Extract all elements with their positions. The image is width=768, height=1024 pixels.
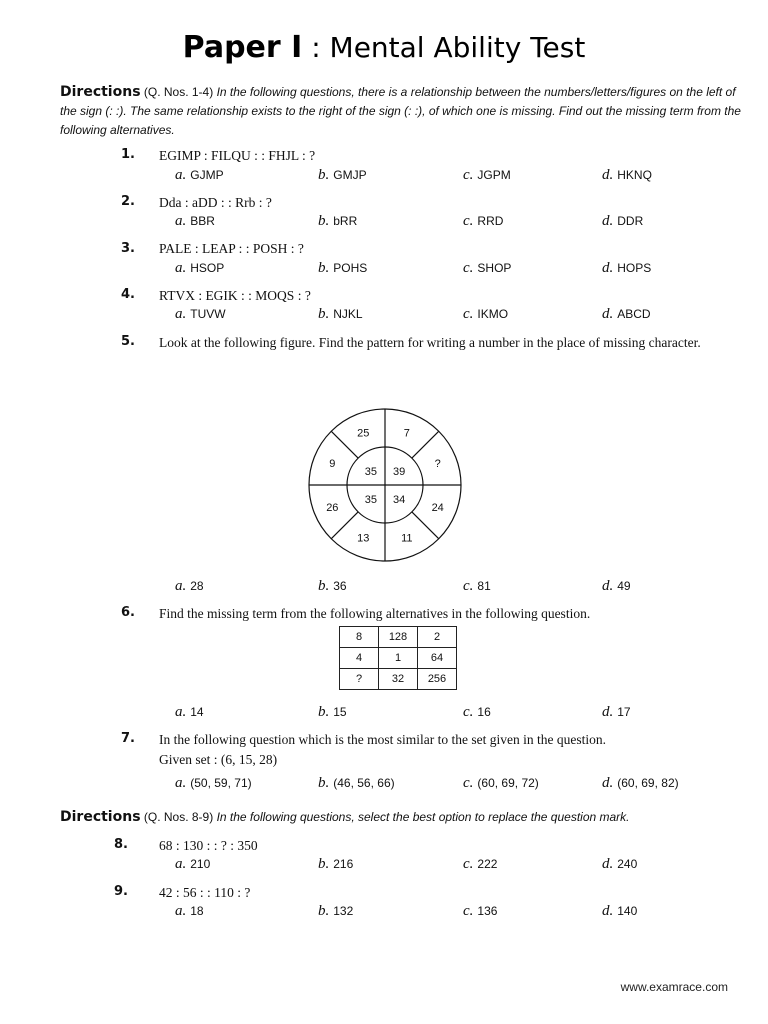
page-title xyxy=(0,30,768,65)
option-c xyxy=(463,213,503,230)
option-d xyxy=(602,213,643,230)
option-letter: a. xyxy=(175,903,187,919)
option-b xyxy=(318,856,353,873)
option-letter: c. xyxy=(463,306,474,322)
option-b xyxy=(318,704,347,721)
directions-text: In the following questions, select the best option to replace the question mark. xyxy=(216,810,630,824)
option-d xyxy=(602,260,651,277)
directions-block-2 xyxy=(60,808,750,827)
number-table xyxy=(339,626,457,690)
directions-label: Directions xyxy=(60,809,141,825)
option-value: 28 xyxy=(190,579,204,593)
option-a xyxy=(175,213,215,230)
option-letter: d. xyxy=(602,213,614,229)
table-row xyxy=(340,648,457,669)
option-letter: d. xyxy=(602,260,614,276)
option-value: NJKL xyxy=(333,307,363,321)
question-text: Find the missing term from the following alternatives in the following question. xyxy=(159,606,591,621)
option-b xyxy=(318,260,367,277)
option-letter: a. xyxy=(175,167,187,183)
directions-label: Directions xyxy=(60,84,141,100)
option-value: POHS xyxy=(333,261,368,275)
directions-text: In the following questions, there is a relationship between the numbers/letters/figures on the left of the sign (: :). The same relationship exists to the right of the sign (: :), of which one is missing. Find out the missing term from the following alternatives. xyxy=(60,85,741,137)
option-letter: c. xyxy=(463,213,474,229)
divider-line xyxy=(331,512,358,539)
question-text: Dda : aDD : : Rrb : ? xyxy=(159,195,272,210)
option-value: TUVW xyxy=(190,307,226,321)
option-c xyxy=(463,167,511,184)
option-letter: c. xyxy=(463,167,474,183)
footer-url: www.examrace.com xyxy=(620,980,728,994)
table-cell: 256 xyxy=(418,669,457,690)
option-value: HOPS xyxy=(617,261,652,275)
question-subtext: Given set : (6, 15, 28) xyxy=(159,752,278,767)
option-value: 81 xyxy=(477,579,491,593)
option-d xyxy=(602,578,631,595)
option-value: 140 xyxy=(617,904,638,918)
option-b xyxy=(318,578,347,595)
option-value: 49 xyxy=(617,579,631,593)
option-value: SHOP xyxy=(477,261,512,275)
question-number: 5. xyxy=(121,334,135,349)
figure-outer-number: 7 xyxy=(403,427,410,440)
option-d xyxy=(602,704,631,721)
option-value: ABCD xyxy=(617,307,651,321)
title-bold: Paper I xyxy=(182,30,303,65)
figure-inner-number: 35 xyxy=(364,494,378,507)
figure-outer-number: 11 xyxy=(401,532,413,545)
divider-line xyxy=(331,431,358,458)
figure-outer-number: 26 xyxy=(326,501,339,514)
question-number: 7. xyxy=(121,731,135,746)
figure-shapes xyxy=(309,409,461,561)
option-letter: c. xyxy=(463,856,474,872)
option-letter: b. xyxy=(318,213,330,229)
question-text: EGIMP : FILQU : : FHJL : ? xyxy=(159,148,316,163)
option-letter: a. xyxy=(175,306,187,322)
question-number: 3. xyxy=(121,241,135,256)
option-value: (60, 69, 82) xyxy=(617,776,679,790)
divider-line xyxy=(412,431,439,458)
table-cell: 32 xyxy=(379,669,418,690)
table-cell: 1 xyxy=(379,648,418,669)
option-letter: c. xyxy=(463,775,474,791)
option-a xyxy=(175,775,252,792)
table-cell: ? xyxy=(340,669,379,690)
option-letter: c. xyxy=(463,260,474,276)
option-value: 222 xyxy=(477,857,498,871)
table-cell: 64 xyxy=(418,648,457,669)
option-value: 14 xyxy=(190,705,204,719)
option-letter: b. xyxy=(318,903,330,919)
option-value: 216 xyxy=(333,857,354,871)
option-a xyxy=(175,704,204,721)
option-letter: b. xyxy=(318,167,330,183)
option-value: BBR xyxy=(190,214,215,228)
option-letter: a. xyxy=(175,856,187,872)
option-value: bRR xyxy=(333,214,358,228)
option-letter: a. xyxy=(175,260,187,276)
question-number: 8. xyxy=(114,837,128,852)
figure-inner-number: 39 xyxy=(392,465,406,478)
option-letter: b. xyxy=(318,578,330,594)
option-letter: c. xyxy=(463,903,474,919)
table-row xyxy=(340,669,457,690)
option-letter: d. xyxy=(602,775,614,791)
option-value: DDR xyxy=(617,214,644,228)
option-value: (46, 56, 66) xyxy=(333,776,395,790)
option-d xyxy=(602,856,637,873)
question-text: RTVX : EGIK : : MOQS : ? xyxy=(159,288,311,303)
option-letter: b. xyxy=(318,856,330,872)
option-b xyxy=(318,167,367,184)
option-value: GJMP xyxy=(190,168,224,182)
option-value: 136 xyxy=(477,904,498,918)
option-letter: c. xyxy=(463,578,474,594)
figure-inner-number: 34 xyxy=(392,494,406,507)
option-value: HSOP xyxy=(190,261,225,275)
option-a xyxy=(175,260,224,277)
option-c xyxy=(463,578,491,595)
option-a xyxy=(175,856,210,873)
question-number: 6. xyxy=(121,605,135,620)
divider-line xyxy=(412,512,439,539)
option-letter: d. xyxy=(602,306,614,322)
figure-outer-number: ? xyxy=(434,458,441,471)
figure-outer-number: 24 xyxy=(431,501,444,514)
option-value: (60, 69, 72) xyxy=(477,776,539,790)
option-letter: a. xyxy=(175,704,187,720)
option-value: 132 xyxy=(333,904,354,918)
option-b xyxy=(318,213,357,230)
option-c xyxy=(463,306,508,323)
question-text: 42 : 56 : : 110 : ? xyxy=(159,885,251,900)
option-letter: d. xyxy=(602,704,614,720)
option-b xyxy=(318,306,363,323)
option-letter: a. xyxy=(175,213,187,229)
option-letter: d. xyxy=(602,578,614,594)
option-letter: d. xyxy=(602,856,614,872)
option-letter: c. xyxy=(463,704,474,720)
circle-figure xyxy=(305,400,465,570)
option-letter: d. xyxy=(602,167,614,183)
option-letter: b. xyxy=(318,260,330,276)
directions-block-1 xyxy=(60,83,750,140)
option-b xyxy=(318,775,395,792)
option-letter: a. xyxy=(175,775,187,791)
option-value: 240 xyxy=(617,857,638,871)
table-cell: 128 xyxy=(379,627,418,648)
table-row xyxy=(340,627,457,648)
option-value: RRD xyxy=(477,214,504,228)
option-d xyxy=(602,306,651,323)
table-cell: 2 xyxy=(418,627,457,648)
option-c xyxy=(463,775,539,792)
option-a xyxy=(175,903,204,920)
option-a xyxy=(175,306,226,323)
option-value: HKNQ xyxy=(617,168,652,182)
option-a xyxy=(175,167,224,184)
option-value: 18 xyxy=(190,904,204,918)
table-cell: 4 xyxy=(340,648,379,669)
title-rest: : Mental Ability Test xyxy=(302,31,586,64)
option-letter: b. xyxy=(318,306,330,322)
question-number: 4. xyxy=(121,287,135,302)
option-b xyxy=(318,903,353,920)
table-cell: 8 xyxy=(340,627,379,648)
directions-qnos: (Q. Nos. 8-9) xyxy=(143,810,214,824)
option-c xyxy=(463,856,497,873)
option-c xyxy=(463,704,491,721)
option-a xyxy=(175,578,204,595)
option-letter: a. xyxy=(175,578,187,594)
option-d xyxy=(602,775,679,792)
option-c xyxy=(463,903,497,920)
question-text: 68 : 130 : : ? : 350 xyxy=(159,838,258,853)
option-value: (50, 59, 71) xyxy=(190,776,252,790)
question-number: 2. xyxy=(121,194,135,209)
option-letter: b. xyxy=(318,775,330,791)
figure-inner-number: 35 xyxy=(364,465,378,478)
option-value: 15 xyxy=(333,705,347,719)
directions-qnos: (Q. Nos. 1-4) xyxy=(143,85,214,99)
option-value: GMJP xyxy=(333,168,367,182)
figure-outer-number: 9 xyxy=(329,458,336,471)
option-d xyxy=(602,167,652,184)
option-value: 17 xyxy=(617,705,631,719)
option-d xyxy=(602,903,637,920)
question-number: 9. xyxy=(114,884,128,899)
option-value: 16 xyxy=(477,705,491,719)
option-letter: b. xyxy=(318,704,330,720)
question-text: Look at the following figure. Find the pattern for writing a number in the place of missing character. xyxy=(159,335,701,350)
figure-outer-number: 25 xyxy=(357,427,370,440)
option-value: 36 xyxy=(333,579,347,593)
option-value: 210 xyxy=(190,857,211,871)
option-letter: d. xyxy=(602,903,614,919)
figure-outer-number: 13 xyxy=(357,532,370,545)
option-value: IKMO xyxy=(477,307,509,321)
option-c xyxy=(463,260,511,277)
question-text: In the following question which is the most similar to the set given in the question. xyxy=(159,732,606,747)
option-value: JGPM xyxy=(477,168,511,182)
question-text: PALE : LEAP : : POSH : ? xyxy=(159,241,304,256)
question-number: 1. xyxy=(121,147,135,162)
